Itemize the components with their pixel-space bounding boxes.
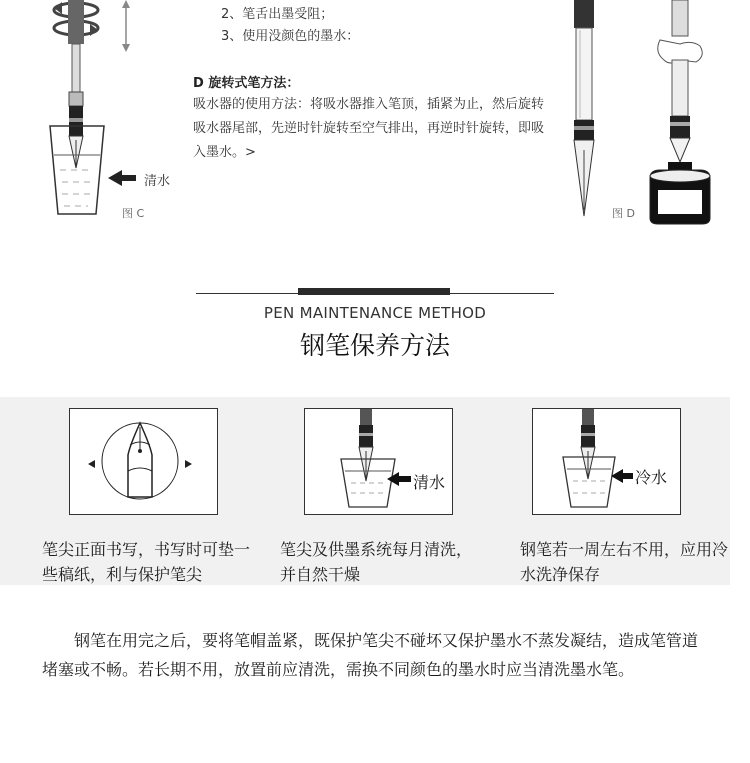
figure-c	[40, 0, 180, 240]
pen-in-cold-water-icon	[533, 409, 682, 516]
step-item-3: 3、使用没颜色的墨水：	[221, 29, 360, 44]
figure-d	[560, 0, 730, 240]
step-list	[221, 4, 359, 48]
section-title-en: PEN MAINTENANCE METHOD	[263, 304, 487, 322]
figure-c-caption: 图 C	[122, 207, 145, 220]
card-clean-water	[304, 408, 453, 515]
card-cold-water	[532, 408, 681, 515]
pen-in-water-icon	[305, 409, 454, 516]
figure-c-water-label: 清水	[144, 174, 171, 189]
nib-front-icon	[70, 409, 219, 516]
card-cold-water-label: 冷水	[635, 468, 668, 487]
card-nib-front	[69, 408, 218, 515]
card-clean-water-caption: 笔尖及供墨系统每月清洗，并自然干燥	[280, 540, 473, 584]
method-d-body: 吸水器的使用方法：将吸水器推入笔顶，插紧为止，然后旋转吸水器尾部，先逆时针旋转至空气排出，再逆时针旋转，即吸入墨水。>	[193, 97, 545, 160]
heading-rule-accent	[298, 288, 450, 295]
figure-d-caption: 图 D	[612, 207, 635, 220]
section-title-zh: 钢笔保养方法	[299, 331, 450, 360]
maintenance-paragraph: 钢笔在用完之后，要将笔帽盖紧，既保护笔尖不碰坏又保护墨水不蒸发凝结，造成笔管道堵塞或不畅。若长期不用，放置前应清洗，需换不同颜色的墨水时应当清洗墨水笔。	[42, 631, 699, 679]
step-item-2: 2、笔舌出墨受阻；	[221, 7, 334, 22]
card-nib-front-caption: 笔尖正面书写，书写时可垫一些稿纸，利与保护笔尖	[42, 540, 251, 584]
card-cold-water-caption: 钢笔若一周左右不用，应用冷水洗净保存	[520, 540, 729, 584]
method-d-title: D 旋转式笔方法：	[193, 76, 300, 91]
figure-d-illustration	[560, 0, 730, 240]
card-clean-water-label: 清水	[413, 473, 446, 492]
figure-c-illustration	[40, 0, 180, 240]
